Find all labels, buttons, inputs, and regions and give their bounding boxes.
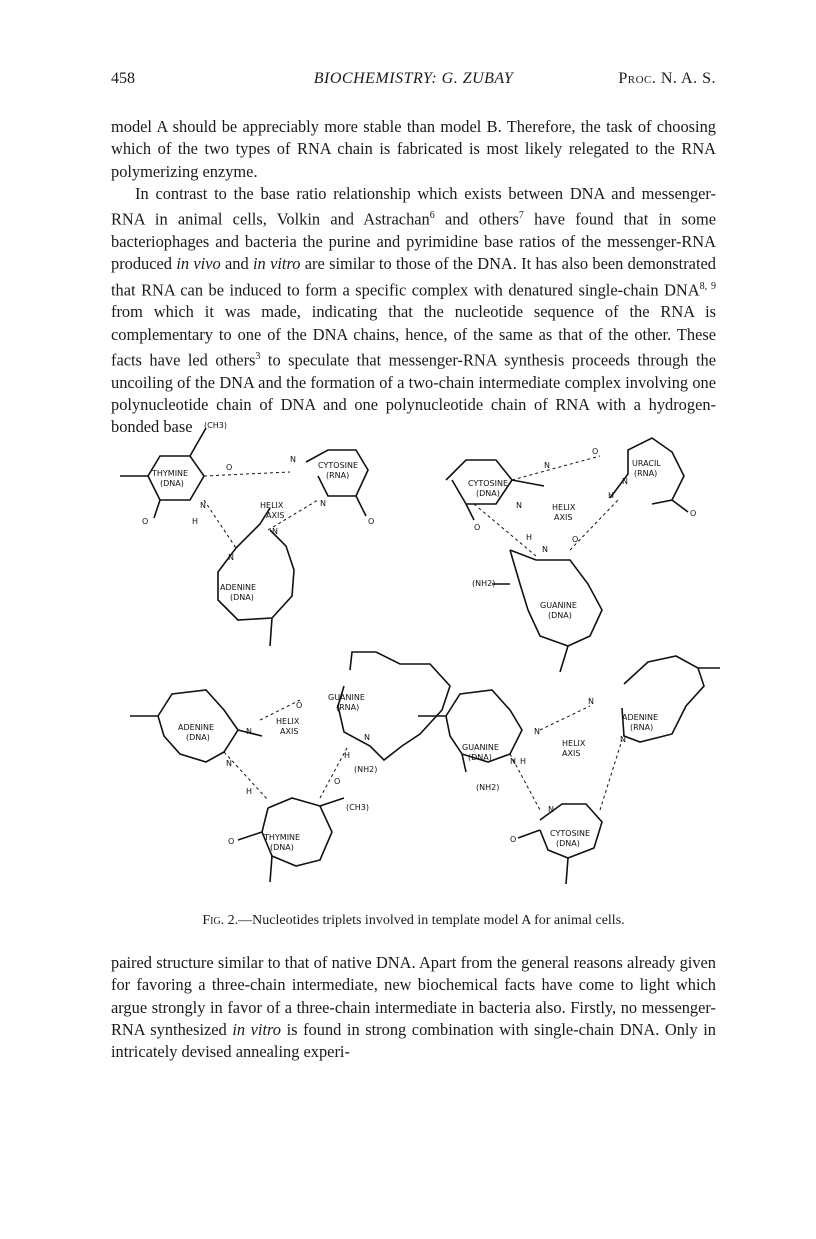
para2-text: and bbox=[220, 254, 253, 274]
panel4-axis-2: AXIS bbox=[562, 749, 581, 758]
svg-text:O: O bbox=[592, 447, 599, 456]
svg-text:O: O bbox=[510, 835, 517, 844]
svg-text:H: H bbox=[520, 757, 527, 766]
panel1-base1-strand: (DNA) bbox=[160, 479, 184, 488]
svg-text:N: N bbox=[620, 735, 626, 744]
para2-text: have found that in some bacteriophages and bacteria the purine and pyrimidine base ratios of the messenger-RNA produced bbox=[111, 209, 716, 274]
page-number: 458 bbox=[111, 70, 135, 87]
panel2-base1-name: CYTOSINE bbox=[468, 479, 508, 488]
panel3-base2-name: GUANINE bbox=[328, 693, 365, 702]
panel2-base1-strand: (DNA) bbox=[476, 489, 500, 498]
paragraph-3 bbox=[111, 952, 716, 1063]
italic-term: in vitro bbox=[253, 254, 301, 274]
panel3-base1-name: ADENINE bbox=[178, 723, 215, 732]
panel1-base2-name: CYTOSINE bbox=[318, 461, 358, 470]
journal-abbrev: Proc. N. A. S. bbox=[618, 70, 716, 87]
svg-text:N: N bbox=[246, 727, 252, 736]
figure-caption bbox=[111, 913, 716, 929]
panel4-axis-1: HELIX bbox=[562, 739, 586, 748]
panel4-base1-name: GUANINE bbox=[462, 743, 499, 752]
svg-text:N: N bbox=[542, 545, 548, 554]
panel2-base2-strand: (RNA) bbox=[634, 469, 658, 478]
panel3-methyl: (CH3) bbox=[346, 803, 369, 812]
panel2-axis-1: HELIX bbox=[552, 503, 576, 512]
panel1-base2-strand: (RNA) bbox=[326, 471, 350, 480]
svg-text:O: O bbox=[334, 777, 341, 786]
svg-text:N: N bbox=[272, 527, 278, 536]
panel1-axis-1: HELIX bbox=[260, 501, 284, 510]
panel2-base3-name: GUANINE bbox=[540, 601, 577, 610]
svg-text:O: O bbox=[474, 523, 481, 532]
panel2-base3-strand: (DNA) bbox=[548, 611, 572, 620]
panel4-base1-strand: (DNA) bbox=[468, 753, 492, 762]
svg-text:H: H bbox=[192, 517, 199, 526]
citation-sup: 3 bbox=[255, 350, 261, 362]
para3-text: is found in strong combination with single-chain DNA. Only in intricately devised annealing experi- bbox=[111, 1019, 716, 1062]
panel1-methyl: (CH3) bbox=[204, 421, 227, 430]
svg-text:O: O bbox=[142, 517, 149, 526]
panel4-base2-name: ADENINE bbox=[622, 713, 659, 722]
panel4-base3-strand: (DNA) bbox=[556, 839, 580, 848]
citation-sup: 7 bbox=[518, 210, 524, 222]
svg-text:N: N bbox=[588, 697, 594, 706]
svg-text:N: N bbox=[290, 455, 296, 464]
atom-labels bbox=[142, 447, 696, 846]
running-header bbox=[111, 70, 716, 92]
figure-label: Fig. 2. bbox=[202, 913, 239, 928]
svg-text:N: N bbox=[226, 759, 232, 768]
panel3-amino: (NH2) bbox=[354, 765, 378, 774]
svg-text:N: N bbox=[320, 499, 326, 508]
svg-text:O: O bbox=[296, 701, 303, 710]
svg-text:H: H bbox=[246, 787, 253, 796]
panel1-base3-strand: (DNA) bbox=[230, 593, 254, 602]
citation-sup: 8, 9 bbox=[699, 280, 716, 292]
para3-text: paired structure similar to that of native DNA. Apart from the general reasons already given for favoring a three-chain intermediate, new biochemical facts have come to light which argue strongly in favor of a three-chain intermediate in bacteria also. Firstly, no messenger-RNA synthesized bbox=[111, 953, 716, 1039]
svg-text:O: O bbox=[572, 535, 579, 544]
paragraph-1: model A should be appreciably more stable than model B. Therefore, the task of choosing which of the two types of RNA chain is fabricated is most likely relegated to the RNA polymerizing enzyme. bbox=[111, 117, 716, 181]
panel3-base3-strand: (DNA) bbox=[270, 843, 294, 852]
svg-text:N: N bbox=[516, 501, 522, 510]
svg-text:N: N bbox=[622, 477, 628, 486]
italic-term: in vivo bbox=[176, 254, 221, 274]
para2-text: are similar to those of the DNA. It has also been demonstrated that RNA can be induced to form a specific complex with denatured single-chain DNA bbox=[111, 254, 716, 300]
panel2-axis-2: AXIS bbox=[554, 513, 573, 522]
panel3-base3-name: THYMINE bbox=[264, 833, 301, 842]
panel-4-structure bbox=[418, 656, 720, 884]
svg-text:N: N bbox=[548, 805, 554, 814]
panel3-axis-1: HELIX bbox=[276, 717, 300, 726]
figure-nucleotide-triplets bbox=[100, 400, 730, 905]
panel3-base1-strand: (DNA) bbox=[186, 733, 210, 742]
para2-text: from which it was made, indicating that the nucleotide sequence of the RNA is complementary to one of the DNA chains, hence, of the same as that of the other. These facts have led others bbox=[111, 302, 716, 370]
running-title: BIOCHEMISTRY: G. ZUBAY bbox=[313, 70, 514, 87]
svg-text:O: O bbox=[368, 517, 375, 526]
panel1-base1-name: THYMINE bbox=[152, 469, 189, 478]
svg-text:N: N bbox=[200, 501, 206, 510]
svg-text:N: N bbox=[228, 553, 234, 562]
citation-sup: 6 bbox=[429, 210, 435, 222]
italic-term: in vitro bbox=[232, 1019, 282, 1039]
panel3-base2-strand: (RNA) bbox=[336, 703, 360, 712]
panel3-axis-2: AXIS bbox=[280, 727, 299, 736]
svg-text:N: N bbox=[364, 733, 370, 742]
svg-text:O: O bbox=[690, 509, 697, 518]
panel2-amino: (NH2) bbox=[472, 579, 496, 588]
figure-svg bbox=[100, 400, 730, 905]
para2-text: and others bbox=[434, 209, 519, 229]
figure-caption-text: —Nucleotides triplets involved in template model A for animal cells. bbox=[238, 913, 625, 928]
panel4-base3-name: CYTOSINE bbox=[550, 829, 590, 838]
svg-text:N: N bbox=[544, 461, 550, 470]
body-text-top bbox=[111, 116, 716, 439]
panel1-base3-name: ADENINE bbox=[220, 583, 257, 592]
para2-text: In contrast to the base ratio relationship which exists between DNA and messenger-RNA in animal cells, Volkin and Astrachan bbox=[111, 183, 716, 229]
body-text-bottom bbox=[111, 952, 716, 1063]
panel1-axis-2: AXIS bbox=[266, 511, 285, 520]
panel4-amino: (NH2) bbox=[476, 783, 500, 792]
panel4-base2-strand: (RNA) bbox=[630, 723, 654, 732]
svg-text:N: N bbox=[510, 757, 516, 766]
svg-text:H: H bbox=[608, 491, 615, 500]
svg-text:H: H bbox=[526, 533, 533, 542]
panel2-base2-name: URACIL bbox=[632, 459, 661, 468]
para2-text: to speculate that messenger-RNA synthesis proceeds through the uncoiling of the DNA and the formation of a two-chain intermediate complex involving one polynucleotide chain of DNA and one polynucleotide chain of RNA with a hydrogen-bonded base bbox=[111, 350, 716, 437]
svg-text:O: O bbox=[226, 463, 233, 472]
svg-text:N: N bbox=[534, 727, 540, 736]
svg-text:H: H bbox=[344, 751, 351, 760]
svg-text:O: O bbox=[228, 837, 235, 846]
